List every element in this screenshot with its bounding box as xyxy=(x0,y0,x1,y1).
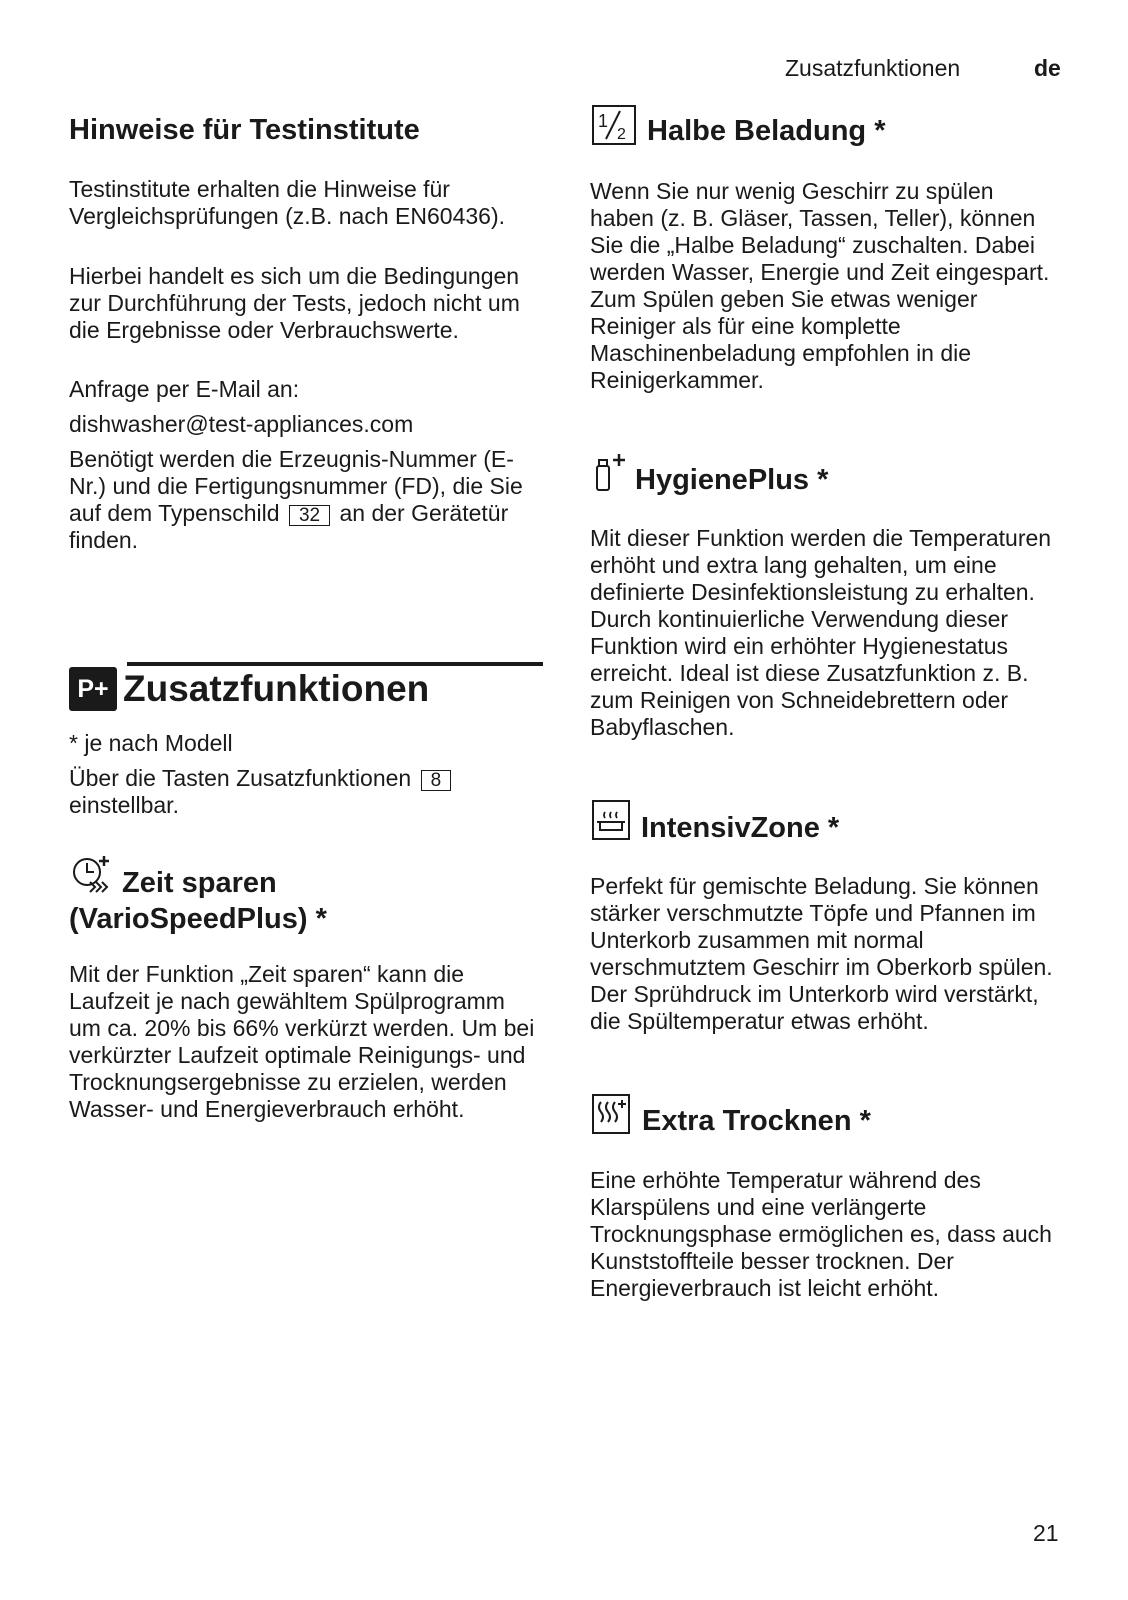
buttons-note xyxy=(69,765,539,819)
test-institutes-heading: Hinweise für Testinstitute xyxy=(69,114,420,146)
zeit-sparen-paragraph: Mit der Funktion „Zeit sparen“ kann die Laufzeit je nach gewähltem Spülprogramm um ca. 20% bis 66% verkürzt werden. Um bei verkürzter Laufzeit optimale Reinigungs- und Trocknungsergebnisse zu erzielen, werden Wasser- und Energieverbrauch erhöht. xyxy=(69,961,535,1122)
test-institutes-email: dishwasher@test-appliances.com xyxy=(69,411,414,437)
time-saving-icon xyxy=(70,852,114,896)
half-load-paragraph: Wenn Sie nur wenig Geschirr zu spülen haben (z. B. Gläser, Tassen, Teller), können Sie die „Halbe Beladung“ zuschalten. Dabei werden Wasser, Energie und Zeit eingespart. Zum Spülen geben Sie etwas weniger Reiniger als für eine komplette Maschinenbeladung empfohlen in die Reinigerkammer. xyxy=(590,178,1050,393)
hygiene-plus-heading: HygienePlus * xyxy=(635,464,829,496)
svg-text:1: 1 xyxy=(598,111,609,131)
p-plus-icon: P+ xyxy=(69,667,117,711)
intensive-zone-paragraph: Perfekt für gemischte Beladung. Sie können stärker verschmutzte Töpfe und Pfannen im Unterkorb zusammen mit normal verschmutztem Geschirr im Oberkorb spülen. Der Sprühdruck im Unterkorb wird verstärkt, die Spültemperatur etwas erhöht. xyxy=(590,873,1053,1034)
extra-dry-paragraph: Eine erhöhte Temperatur während des Klarspülens und eine verlängerte Trocknungsphase ermöglichen es, dass auch Kunststoffteile besser trocknen. Der Energieverbrauch ist leicht erhöht. xyxy=(590,1167,1052,1301)
half-load-heading: Halbe Beladung * xyxy=(647,115,886,147)
test-p4-text-b: an der Gerätetür finden. xyxy=(69,500,509,553)
intensive-zone-icon xyxy=(592,800,630,840)
hygiene-plus-icon xyxy=(593,452,627,492)
rating-plate-key: 32 xyxy=(289,505,330,526)
half-load-icon xyxy=(592,105,636,145)
test-institutes-paragraph-3: Anfrage per E-Mail an: xyxy=(69,376,300,402)
buttons-note-b: einstellbar. xyxy=(69,792,179,818)
running-header-section: Zusatzfunktionen xyxy=(785,55,961,81)
svg-text:2: 2 xyxy=(617,126,626,143)
extra-dry-heading: Extra Trocknen * xyxy=(642,1105,871,1137)
section-title-text: Zusatzfunktionen xyxy=(123,668,430,709)
buttons-note-a: Über die Tasten Zusatzfunktionen xyxy=(69,765,412,791)
page-number: 21 xyxy=(1033,1520,1059,1546)
zeit-sparen-heading-1: Zeit sparen xyxy=(122,867,277,899)
test-p4-text-a: Benötigt werden die Erzeugnis-Nummer (E-Nr.) und die Fertigungsnummer (FD), die Sie auf dem Typenschild xyxy=(69,446,523,526)
hygiene-plus-paragraph: Mit dieser Funktion werden die Temperaturen erhöht und extra lang gehalten, um eine definierte Desinfektionsleistung zu erhalten. Durch kontinuierliche Verwendung dieser Funktion wird ein erhöhter Hygienestatus erreicht. Ideal ist diese Zusatzfunktion z. B. zum Reinigen von Schneidebrettern oder Babyflaschen. xyxy=(590,525,1052,740)
zeit-sparen-heading-2: (VarioSpeedPlus) * xyxy=(69,903,327,935)
intensive-zone-heading: IntensivZone * xyxy=(641,812,840,844)
running-header-lang: de xyxy=(1034,55,1061,81)
options-key: 8 xyxy=(421,770,452,791)
section-title xyxy=(69,667,429,711)
section-rule xyxy=(127,662,543,666)
test-institutes-paragraph-1: Testinstitute erhalten die Hinweise für Vergleichsprüfungen (z.B. nach EN60436). xyxy=(69,176,505,229)
test-institutes-paragraph-4 xyxy=(69,446,539,554)
extra-dry-icon xyxy=(592,1094,630,1134)
test-institutes-paragraph-2: Hierbei handelt es sich um die Bedingungen zur Durchführung der Tests, jedoch nicht um die Ergebnisse oder Verbrauchswerte. xyxy=(69,263,520,343)
model-footnote: * je nach Modell xyxy=(69,730,233,756)
